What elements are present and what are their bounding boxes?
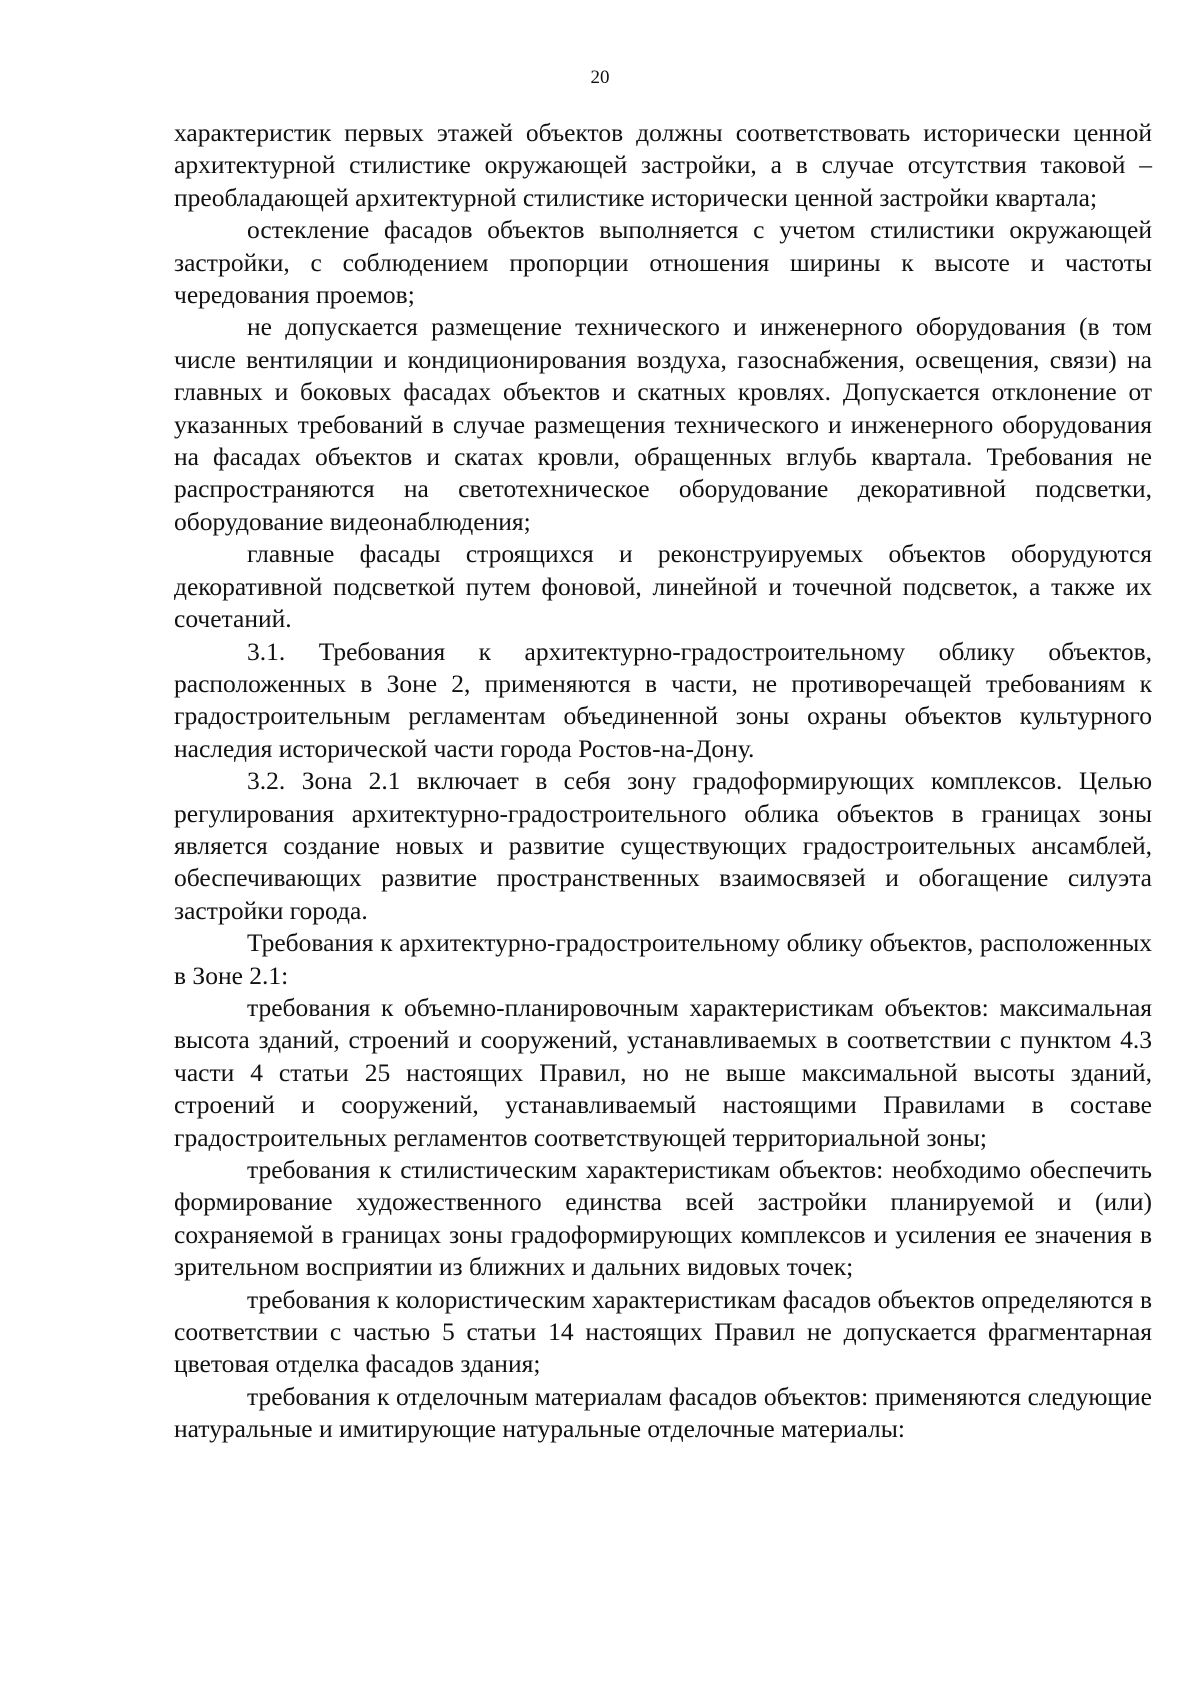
paragraph: характеристик первых этажей объектов должны соответствовать исторически ценной архитектурной стилистике окружающей застройки, а в случае отсутствия таковой – преобладающей архитектурной стилистике исторически ценной застройки квартала; <box>174 118 1152 212</box>
paragraph: главные фасады строящихся и реконструируемых объектов оборудуются декоративной подсветкой путем фоновой, линейной и точечной подсветок, а также их сочетаний. <box>174 539 1152 634</box>
paragraph: 3.1. Требования к архитектурно-градостроительному облику объектов, расположенных в Зоне 2, применяются в части, не противоречащей требованиям к градостроительным регламентам объединенной зоны охраны объектов культурного наследия исторической части города Ростов-на-Дону. <box>174 636 1152 763</box>
paragraph: не допускается размещение технического и инженерного оборудования (в том числе вентиляции и кондиционирования воздуха, газоснабжения, освещения, связи) на главных и боковых фасадах объектов и скатных кровлях. Допускается отклонение от указанных требований в случае размещения технического и инженерного оборудования на фасадах объектов и скатах кровли, обращенных вглубь квартала. Требования не распространяются на светотехническое оборудование декоративной подсветки, оборудование видеонаблюдения; <box>174 312 1152 536</box>
paragraph: Требования к архитектурно-градостроительному облику объектов, расположенных в Зоне 2.1: <box>174 928 1152 990</box>
paragraph: 3.2. Зона 2.1 включает в себя зону градоформирующих комплексов. Целью регулирования архитектурно-градостроительного облика объектов в границах зоны является создание новых и развитие существующих градостроительных ансамблей, обеспечивающих развитие пространственных взаимосвязей и обогащение силуэта застройки города. <box>174 766 1152 925</box>
paragraph: требования к колористическим характеристикам фасадов объектов определяются в соответствии с частью 5 статьи 14 настоящих Правил не допускается фрагментарная цветовая отделка фасадов здания; <box>174 1284 1152 1379</box>
document-body <box>174 117 1152 1446</box>
page-number: 20 <box>590 67 610 88</box>
paragraph: требования к стилистическим характеристикам объектов: необходимо обеспечить формирование художественного единства всей застройки планируемой и (или) сохраняемой в границах зоны градоформирующих комплексов и усиления ее значения в зрительном восприятии из ближних и дальних видовых точек; <box>174 1155 1152 1282</box>
paragraph: требования к объемно-планировочным характеристикам объектов: максимальная высота зданий, строений и сооружений, устанавливаемых в соответствии с пунктом 4.3 части 4 статьи 25 настоящих Правил, но не выше максимальной высоты зданий, строений и сооружений, устанавливаемый настоящими Правилами в составе градостроительных регламентов соответствующей территориальной зоны; <box>174 992 1152 1152</box>
paragraph: требования к отделочным материалам фасадов объектов: применяются следующие натуральные и имитирующие натуральные отделочные материалы: <box>174 1381 1152 1444</box>
paragraph: остекление фасадов объектов выполняется с учетом стилистики окружающей застройки, с соблюдением пропорции отношения ширины к высоте и частоты чередования проемов; <box>174 215 1152 310</box>
